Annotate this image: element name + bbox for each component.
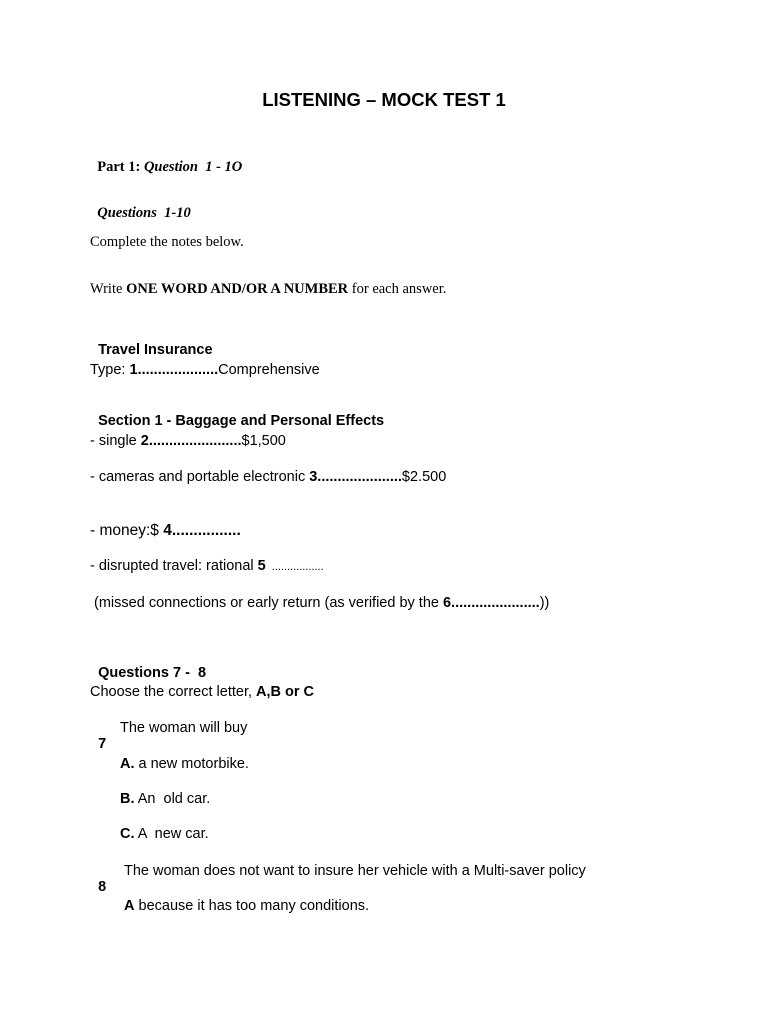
item-suffix: $1,500 (241, 433, 286, 449)
choose-instruction (90, 684, 314, 700)
option-text: because it has too many conditions. (134, 898, 370, 914)
gap-2: 2....................... (140, 433, 242, 449)
notes-title-text: Travel Insurance (98, 342, 213, 358)
option-text: A new car. (134, 826, 209, 842)
missed-suffix: )) (539, 595, 550, 611)
page-title: LISTENING – MOCK TEST 1 (262, 89, 506, 110)
missed-line (90, 595, 549, 611)
section-1-heading (90, 397, 384, 429)
part-label: Part 1: (97, 159, 141, 175)
question-7 (90, 720, 106, 752)
question-8-number: 8 (98, 879, 107, 895)
type-suffix: Comprehensive (218, 362, 320, 378)
item-single (90, 433, 286, 449)
missed-prefix: (missed connections or early return (as verified by the (90, 595, 443, 611)
type-prefix: Type: (90, 362, 130, 378)
question-7-option-a (120, 756, 249, 772)
question-8-option-a (124, 898, 369, 914)
question-7-option-b (120, 791, 210, 807)
option-letter: A. (120, 756, 135, 772)
choose-prefix: Choose the correct letter, (90, 684, 257, 700)
question-7-stem: The woman will buy (120, 720, 248, 736)
item-prefix: - money:$ (90, 522, 164, 539)
question-7-number: 7 (98, 736, 107, 752)
questions-range: Questions 1-10 (97, 205, 191, 221)
question-8 (90, 863, 106, 895)
item-suffix: $2.500 (401, 469, 447, 485)
question-7-option-c (120, 826, 209, 842)
option-letter: B. (120, 791, 135, 807)
part-range: Question 1 - 1O (143, 159, 243, 175)
gap-5: 5 (257, 558, 266, 574)
question-8-stem: The woman does not want to insure her vehicle with a Multi-saver policy (124, 863, 586, 879)
gap-4: 4................ (163, 522, 241, 539)
item-prefix: - single (90, 433, 141, 449)
gap-1: 1.................... (129, 362, 219, 378)
item-disrupted (90, 558, 324, 574)
questions-7-8-text: Questions 7 - 8 (98, 665, 207, 681)
item-prefix: - cameras and portable electronic (90, 469, 310, 485)
notes-title (90, 326, 213, 358)
item-money (90, 522, 241, 540)
gap-6: 6...................... (442, 595, 540, 611)
questions-heading (90, 188, 191, 222)
instruction-prefix: Write (90, 281, 127, 297)
option-letter: A (124, 898, 135, 914)
item-prefix: - disrupted travel: rational (90, 558, 258, 574)
instruction-limit: ONE WORD AND/OR A NUMBER (126, 281, 349, 297)
part-heading (90, 142, 242, 176)
choose-letters: A,B or C (256, 684, 315, 700)
type-line (90, 362, 320, 378)
instruction-complete: Complete the notes below. (90, 234, 244, 250)
option-text: An old car. (134, 791, 211, 807)
gap-3: 3..................... (309, 469, 402, 485)
option-letter: C. (120, 826, 135, 842)
instruction-suffix: for each answer. (348, 281, 447, 297)
option-text: a new motorbike. (134, 756, 249, 772)
item-cameras (90, 469, 446, 485)
gap-5-dots: ................. (271, 561, 324, 573)
instruction-write (90, 281, 446, 298)
section-1-text: Section 1 - Baggage and Personal Effects (98, 413, 385, 429)
questions-7-8-heading (90, 649, 206, 681)
